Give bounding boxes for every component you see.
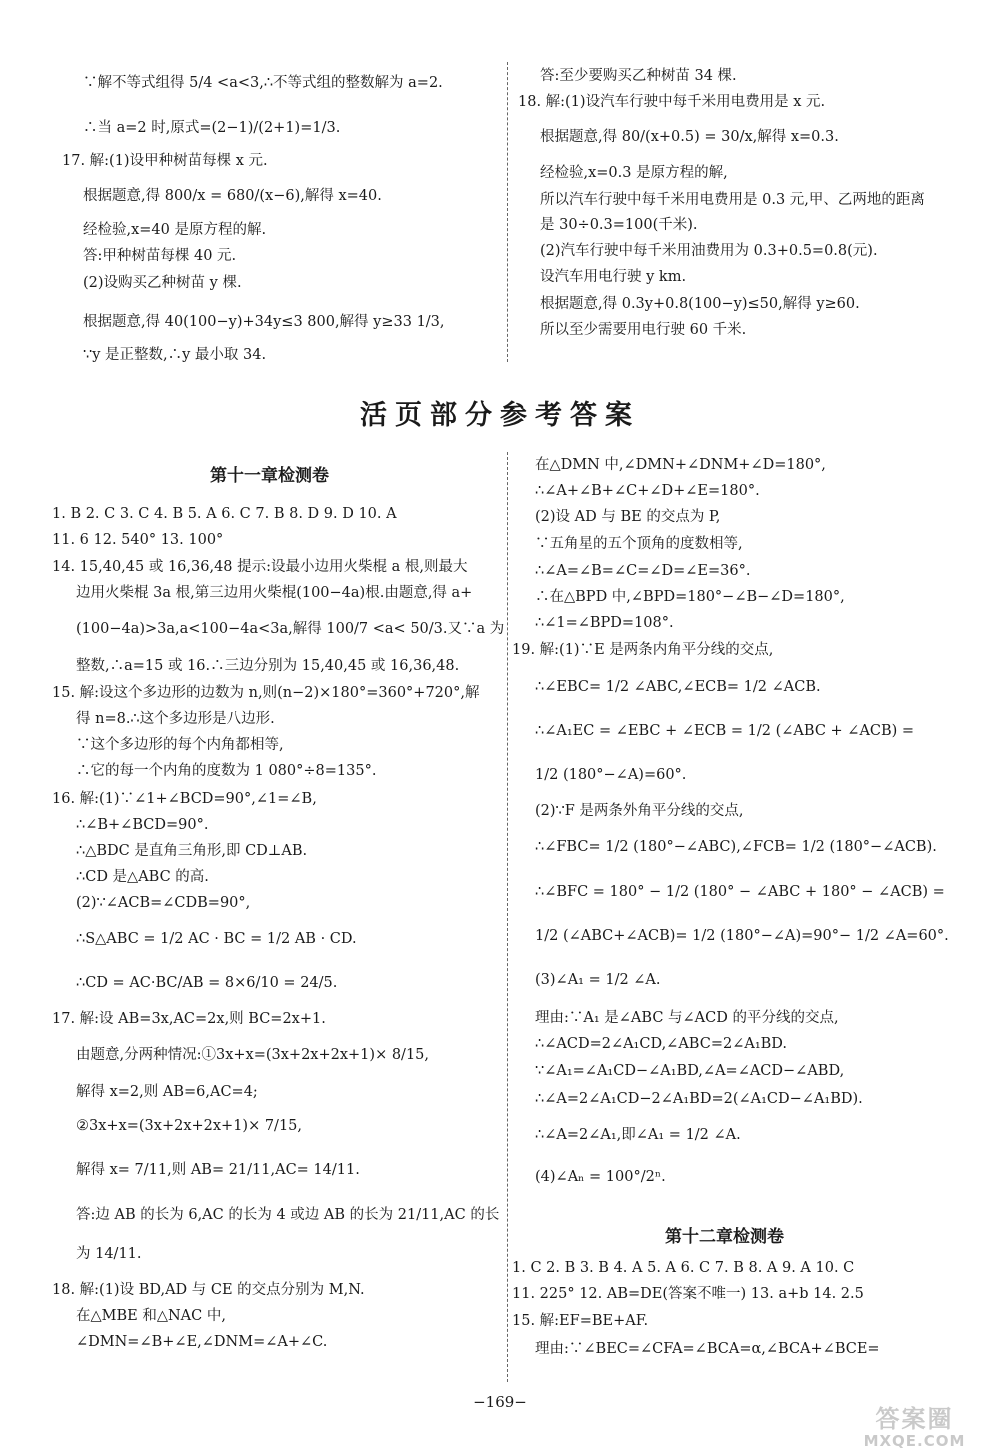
text-line: ∠DMN=∠B+∠E,∠DNM=∠A+∠C. [76,1334,328,1350]
text-line: 为 14/11. [76,1246,142,1262]
text-line: ∴∠FBC= 1/2 (180°−∠ABC),∠FCB= 1/2 (180°−∠ACB). [535,839,937,855]
text-line: 18. 解:(1)设汽车行驶中每千米用电费用是 x 元. [518,94,826,110]
text-line: 所以汽车行驶中每千米用电费用是 0.3 元,甲、乙两地的距离 [540,192,925,208]
text-line: 经检验,x=0.3 是原方程的解, [540,165,728,181]
text-line: 根据题意,得 80/(x+0.5) = 30/x,解得 x=0.3. [540,129,839,145]
text-line: ∴∠A=2∠A₁CD−2∠A₁BD=2(∠A₁CD−∠A₁BD). [535,1091,863,1107]
text-line: ∴∠B+∠BCD=90°. [76,817,209,833]
text-line: 是 30÷0.3=100(千米). [540,217,698,233]
column-divider [507,452,508,1382]
text-line: ∴∠A=∠B=∠C=∠D=∠E=36°. [535,563,751,579]
text-line: ∴∠A₁EC = ∠EBC + ∠ECB = 1/2 (∠ABC + ∠ACB) = [535,723,915,739]
watermark-logo-text: 答案圈 [875,1405,954,1433]
text-line: 答:至少要购买乙种树苗 34 棵. [540,68,737,84]
text-line: (3)∠A₁ = 1/2 ∠A. [535,972,661,988]
text-line: 经检验,x=40 是原方程的解. [83,222,267,238]
text-line: 1. C 2. B 3. B 4. A 5. A 6. C 7. B 8. A 9. A 10. C [512,1260,855,1276]
text-line: ∴∠EBC= 1/2 ∠ABC,∠ECB= 1/2 ∠ACB. [535,679,821,695]
text-line: 根据题意,得 0.3y+0.8(100−y)≤50,解得 y≥60. [540,296,860,312]
chapter12-title: 第十二章检测卷 [665,1227,784,1247]
text-line: ∴S△ABC = 1/2 AC · BC = 1/2 AB · CD. [76,931,357,947]
text-line: ∴∠ACD=2∠A₁CD,∠ABC=2∠A₁BD. [535,1036,788,1052]
site-watermark [837,1404,992,1452]
text-line: 在△MBE 和△NAC 中, [76,1308,226,1324]
watermark-url-text: MXQE.COM [863,1432,966,1450]
text-line: (2)设 AD 与 BE 的交点为 P, [535,509,721,525]
text-line: 理由:∵∠BEC=∠CFA=∠BCA=α,∠BCA+∠BCE= [535,1341,880,1357]
text-line: (2)∵F 是两条外角平分线的交点, [535,803,744,819]
text-line: 14. 15,40,45 或 16,36,48 提示:设最小边用火柴棍 a 根,则最大 [52,559,468,575]
text-line: 由题意,分两种情况:①3x+x=(3x+2x+2x+1)× 8/15, [76,1047,429,1063]
text-line: (2)汽车行驶中每千米用油费用为 0.3+0.5=0.8(元). [540,243,878,259]
text-line: ∵y 是正整数,∴y 最小取 34. [83,347,267,363]
text-line: (4)∠Aₙ = 100°/2ⁿ. [535,1169,666,1185]
text-line: ∴CD 是△ABC 的高. [76,869,209,885]
text-line: ∵解不等式组得 5/4 <a<3,∴不等式组的整数解为 a=2. [83,75,443,91]
section-banner-title: 活页部分参考答案 [360,400,640,431]
text-line: (2)∵∠ACB=∠CDB=90°, [76,895,251,911]
text-line: ∴∠A=2∠A₁,即∠A₁ = 1/2 ∠A. [535,1127,741,1143]
text-line: 所以至少需要用电行驶 60 千米. [540,322,747,338]
text-line: 理由:∵A₁ 是∠ABC 与∠ACD 的平分线的交点, [535,1010,839,1026]
text-line: 在△DMN 中,∠DMN+∠DNM+∠D=180°, [535,457,826,473]
text-line: 设汽车用电行驶 y km. [540,269,687,285]
text-line: 1/2 (180°−∠A)=60°. [535,767,687,783]
text-line: ∴在△BPD 中,∠BPD=180°−∠B−∠D=180°, [535,589,845,605]
text-line: 11. 6 12. 540° 13. 100° [52,532,224,548]
text-line: 解得 x= 7/11,则 AB= 21/11,AC= 14/11. [76,1162,360,1178]
text-line: 1. B 2. C 3. C 4. B 5. A 6. C 7. B 8. D 9. D 10. A [52,506,397,522]
text-line: ∴CD = AC·BC/AB = 8×6/10 = 24/5. [76,975,338,991]
text-line: 1/2 (∠ABC+∠ACB)= 1/2 (180°−∠A)=90°− 1/2 ∠A=60°. [535,928,949,944]
chapter11-title: 第十一章检测卷 [210,466,329,486]
page-number: −169− [473,1393,527,1411]
text-line: 17. 解:(1)设甲种树苗每棵 x 元. [62,153,268,169]
text-line: ②3x+x=(3x+2x+2x+1)× 7/15, [76,1118,303,1134]
text-line: 16. 解:(1)∵∠1+∠BCD=90°,∠1=∠B, [52,791,317,807]
text-line: 解得 x=2,则 AB=6,AC=4; [76,1084,258,1100]
text-line: (2)设购买乙种树苗 y 棵. [83,275,242,291]
text-line: ∴当 a=2 时,原式=(2−1)/(2+1)=1/3. [83,120,341,136]
column-divider [507,62,508,362]
text-line: 19. 解:(1)∵E 是两条内角平分线的交点, [512,642,774,658]
text-line: (100−4a)>3a,a<100−4a<3a,解得 100/7 <a< 50/3.又∵a 为 [76,621,505,637]
text-line: 15. 解:设这个多边形的边数为 n,则(n−2)×180°=360°+720°,解 [52,685,480,701]
text-line: ∴∠1=∠BPD=108°. [535,615,674,631]
text-line: ∴它的每一个内角的度数为 1 080°÷8=135°. [76,763,377,779]
text-line: ∵五角星的五个顶角的度数相等, [535,536,743,552]
text-line: 11. 225° 12. AB=DE(答案不唯一) 13. a+b 14. 2.5 [512,1286,864,1302]
text-line: ∴∠A+∠B+∠C+∠D+∠E=180°. [535,483,760,499]
text-line: 17. 解:设 AB=3x,AC=2x,则 BC=2x+1. [52,1011,326,1027]
text-line: 18. 解:(1)设 BD,AD 与 CE 的交点分别为 M,N. [52,1282,365,1298]
text-line: ∵这个多边形的每个内角都相等, [76,737,284,753]
text-line: 根据题意,得 800/x = 680/(x−6),解得 x=40. [83,188,382,204]
text-line: ∵∠A₁=∠A₁CD−∠A₁BD,∠A=∠ACD−∠ABD, [535,1063,845,1079]
text-line: ∴∠BFC = 180° − 1/2 (180° − ∠ABC + 180° − ∠ACB) = [535,884,945,900]
text-line: 根据题意,得 40(100−y)+34y≤3 800,解得 y≥33 1/3, [83,314,445,330]
text-line: ∴△BDC 是直角三角形,即 CD⊥AB. [76,843,308,859]
text-line: 得 n=8.∴这个多边形是八边形. [76,711,275,727]
text-line: 答:甲种树苗每棵 40 元. [83,248,237,264]
text-line: 边用火柴棍 3a 根,第三边用火柴棍(100−4a)根.由题意,得 a+ [76,585,473,601]
text-line: 15. 解:EF=BE+AF. [512,1313,649,1329]
text-line: 整数,∴a=15 或 16.∴三边分别为 15,40,45 或 16,36,48. [76,658,460,674]
text-line: 答:边 AB 的长为 6,AC 的长为 4 或边 AB 的长为 21/11,AC 的长 [76,1207,500,1223]
